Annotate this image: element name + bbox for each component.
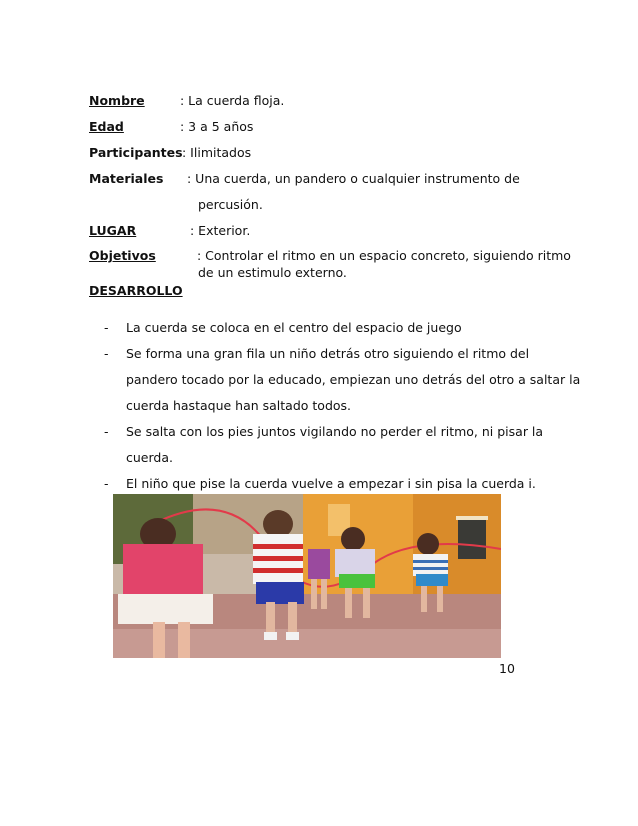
bullet-dash: - [104,424,109,439]
bullet-dash: - [104,346,109,361]
list-item-line: Se salta con los pies juntos vigilando no perder el ritmo, ni pisar la [126,424,544,439]
materiales-value-line1: : Una cuerda, un pandero o cualquier instrumento de [187,171,520,186]
objetivos-value-line1: : Controlar el ritmo en un espacio concreto, siguiendo ritmo [197,248,571,263]
participantes-label: Participantes [89,145,183,160]
objetivos-label: Objetivos [89,248,156,263]
edad-label: Edad [89,119,124,134]
list-item-line: La cuerda se coloca en el centro del espacio de juego [126,320,462,335]
list-item-line: El niño que pise la cuerda vuelve a empezar i sin pisa la cuerda i. [126,476,536,491]
bullet-dash: - [104,476,109,491]
list-item-line: cuerda hastaque han saltado todos. [126,398,352,413]
lugar-label: LUGAR [89,223,137,238]
participantes-value: : Ilimitados [182,145,252,160]
objetivos-value-line2: de un estimulo externo. [198,265,347,280]
materiales-label: Materiales [89,171,164,186]
page-number: 10 [499,661,515,676]
list-item-line: Se forma una gran fila un niño detrás otro siguiendo el ritmo del [126,346,530,361]
edad-value: : 3 a 5 años [180,119,254,134]
nombre-label: Nombre [89,93,145,108]
nombre-value: : La cuerda floja. [180,93,285,108]
materiales-value-line2: percusión. [198,197,263,212]
bullet-dash: - [104,320,109,335]
children-jumping-rope-photo [113,494,501,658]
desarrollo-heading: DESARROLLO [89,283,183,298]
list-item-line: cuerda. [126,450,173,465]
list-item-line: pandero tocado por la educado, empiezan uno detrás del otro a saltar la [126,372,581,387]
lugar-value: : Exterior. [190,223,251,238]
